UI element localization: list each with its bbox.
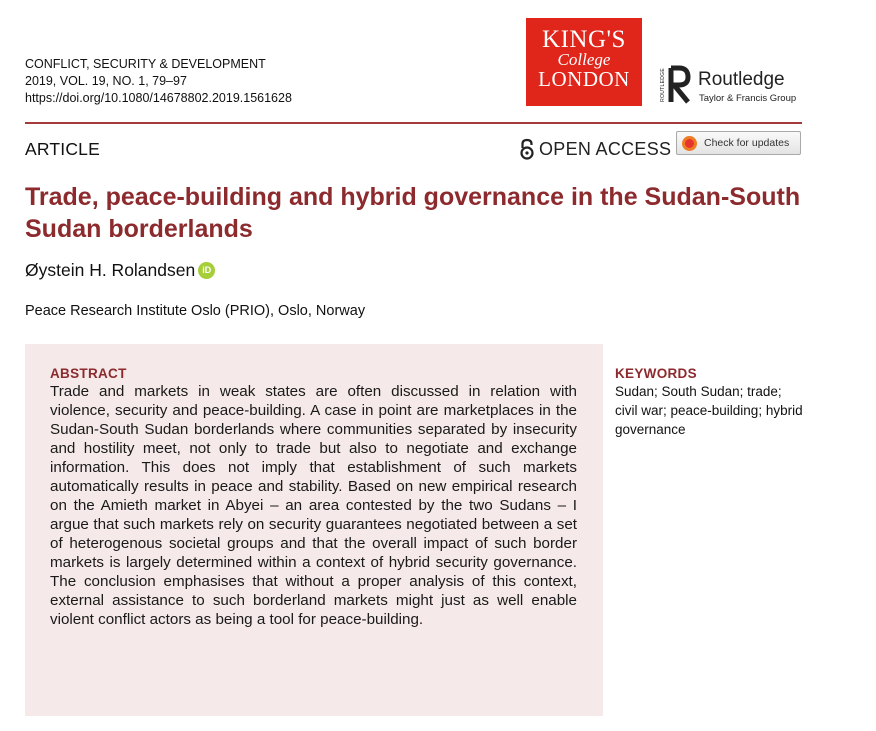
abstract-heading: ABSTRACT xyxy=(50,366,127,381)
keywords-list: Sudan; South Sudan; trade; civil war; peace-building; hybrid governance xyxy=(615,384,803,437)
author-line xyxy=(25,260,215,281)
abstract-box xyxy=(25,344,603,716)
header-divider xyxy=(25,122,802,124)
open-lock-icon xyxy=(519,138,535,160)
routledge-r-icon xyxy=(664,64,692,106)
routledge-vertical-text: ROUTLEDGE xyxy=(660,68,666,102)
routledge-logo xyxy=(660,64,814,108)
open-access-badge xyxy=(519,137,671,161)
author-affiliation: Peace Research Institute Oslo (PRIO), Oslo, Norway xyxy=(25,303,366,319)
kcl-logo-line1: KING'S xyxy=(542,26,626,53)
orcid-icon[interactable]: iD xyxy=(198,262,215,279)
crossmark-icon xyxy=(682,136,697,151)
journal-doi-link[interactable]: https://doi.org/10.1080/14678802.2019.1561628 xyxy=(25,91,292,105)
author-name: Øystein H. Rolandsen xyxy=(25,260,196,280)
keywords-heading: KEYWORDS xyxy=(615,366,697,381)
check-for-updates-button[interactable] xyxy=(676,131,801,155)
check-for-updates-label: Check for updates xyxy=(704,137,790,149)
keywords-section xyxy=(615,366,815,439)
article-title: Trade, peace-building and hybrid governance in the Sudan-South Sudan borderlands xyxy=(25,183,801,243)
journal-issue: 2019, VOL. 19, NO. 1, 79–97 xyxy=(25,74,187,88)
open-access-label: OPEN ACCESS xyxy=(539,138,672,159)
abstract-text: Trade and markets in weak states are often discussed in relation with violence, security and peace-building. A case in point are marketplaces in the Sudan-South Sudan borderlands where communities separated by insecurity and hostility meet, not only to trade but also to negotiate and exchange information. This does not imply that establishment of such markets automatically results in peace and stability. Based on new empirical research on the Amieth market in Abyei – an area contested by the two Sudans – I argue that such markets rely on security guarantees negotiated between a set of heterogenous societal groups and that the overall impact of such border markets is largely determined within a context of hybrid security governance. The conclusion emphasises that without a proper analysis of this context, external assistance to such borderland markets might just as well enable violent conflict actors as being a tool for peace-building. xyxy=(50,383,577,628)
journal-name: CONFLICT, SECURITY & DEVELOPMENT xyxy=(25,57,266,71)
journal-info xyxy=(25,56,292,107)
article-type-label: ARTICLE xyxy=(25,139,100,159)
kcl-logo-line2: College xyxy=(557,50,611,69)
kings-college-london-logo xyxy=(526,18,642,106)
routledge-subtitle: Taylor & Francis Group xyxy=(699,93,797,104)
routledge-name: Routledge xyxy=(698,69,785,90)
kcl-logo-line3: LONDON xyxy=(538,67,630,91)
